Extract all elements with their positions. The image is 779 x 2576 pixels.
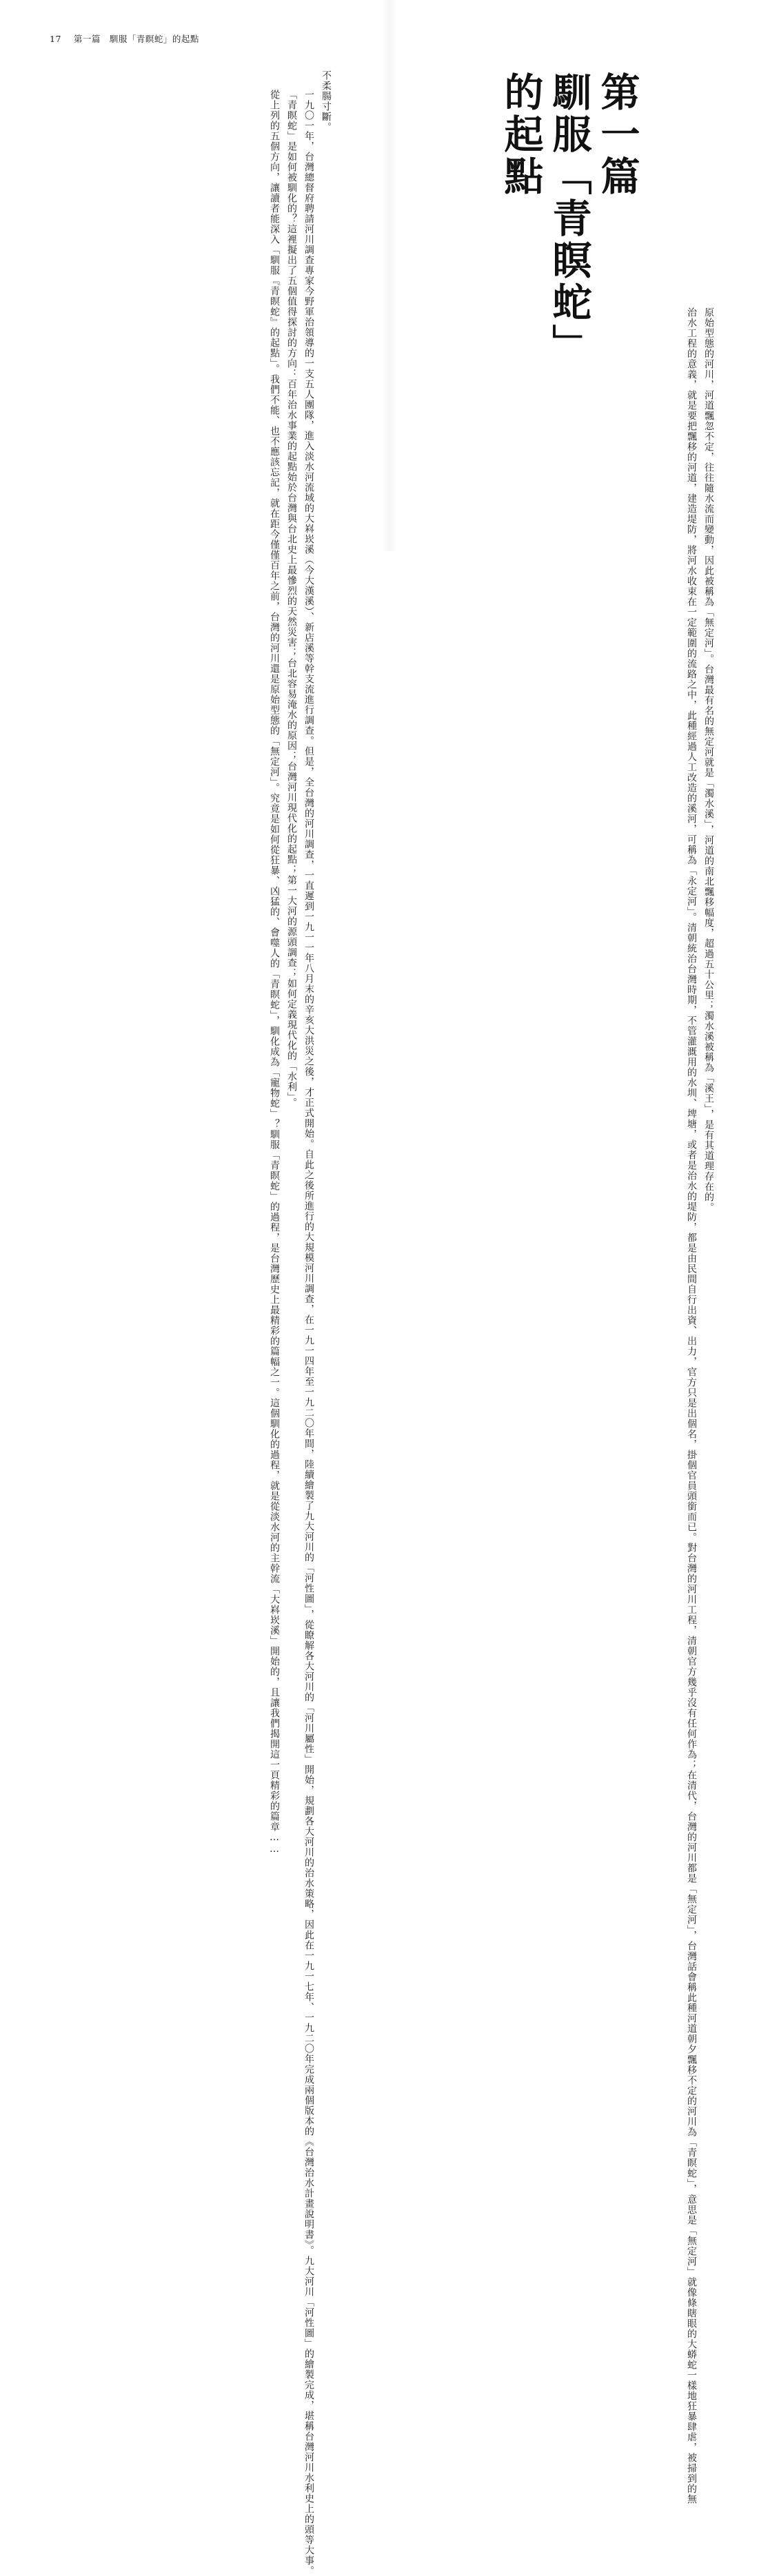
running-title: 第一篇 馴服「青瞑蛇」的起點 [73,34,199,44]
paragraph: 一九〇一年，台灣總督府聘請河川調查專家今野軍治領導的一支五人團隊，進入淡水河流域的大嵙崁溪（今大漢溪）、新店溪等幹支流進行調查。但是，全台灣的河川調查，一直遲到一九一一年八月末的辛亥大洪災之後，才正式開始。自此之後所進行的大規模河川調查，在一九一四年至一九二〇年間，陸續繪製了九大河川的「河性圖」，從瞭解各大河川的「河川屬性」開始，規劃各大河川的治水策略，因此在一九一七年、一九二〇年完成兩個版本的《台灣治水計畫說明書》。九大河川「河性圖」的繪製完成，堪稱台灣河川水利史上的頭等大事。 [303,90,314,2576]
chapter-title-line: 第一篇 [594,72,640,198]
paragraph: 治水工程的意義，就是要把飄移的河道，建造堤防，將河水收束在一定範圍的流路之中，此種經過人工改造的溪河，可稱為「永定河」。清朝統治台灣時期，不管灌溉用的水圳、埤塘，或者是治水的堤防，都是由民間自行出資、出力，官方只是出個名，掛個官員頭銜而已。對台灣的河川工程，清朝官方幾乎沒有任何作為；在清代，台灣的河川都是「無定河」，台灣話會稱此種河道朝夕飄移不定的河川為「青瞑蛇」，意思是「無定河」就像條瞎眼的大蟒蛇一樣地狂暴肆虐，被掃到的無 [686,307,697,2504]
left-body-text [265,70,334,2576]
chapter-title-line: 馴服「青瞑蛇」 [546,72,592,366]
paragraph: 從上列的五個方向，讓讀者能深入「馴服『青瞑蛇』的起點」。我們不能、也不應該忘記，就在距今僅僅百年之前，台灣的河川還是原始型態的「無定河」。究竟是如何從狂暴、凶猛的、會噬人的「青瞑蛇」，馴化成為「寵物蛇」？馴服「青瞑蛇」的過程，是台灣歷史上最精彩的篇幅之一。這個馴化的過程，就是從淡水河的主幹流「大嵙崁溪」開始的，且讓我們揭開這一頁精彩的篇章…… [269,90,280,1855]
right-body-text [682,288,717,2504]
running-header [50,32,199,45]
paragraph: 不柔腸寸斷。 [321,70,332,132]
chapter-title-line: 的起點 [498,72,544,198]
page-number: 17 [50,34,61,44]
right-page [390,0,779,2504]
paragraph: 「青瞑蛇」是如何被馴化的？這裡擬出了五個值得探討的方向：百年治水事業的起點始於台灣與台北史上最慘烈的天然災害；台北容易淹水的原因；台灣河川現代化的起點；第一大河的源頭調查；如何定義現代化的「水利」。 [286,90,297,1108]
paragraph: 原始型態的河川，河道飄忽不定，往往隨水流而變動，因此被稱為「無定河」。台灣最有名的無定河就是「濁水溪」，河道的南北飄移幅度，超過五十公里；濁水溪被稱為「溪王」，是有其道理存在的。 [703,307,714,1213]
